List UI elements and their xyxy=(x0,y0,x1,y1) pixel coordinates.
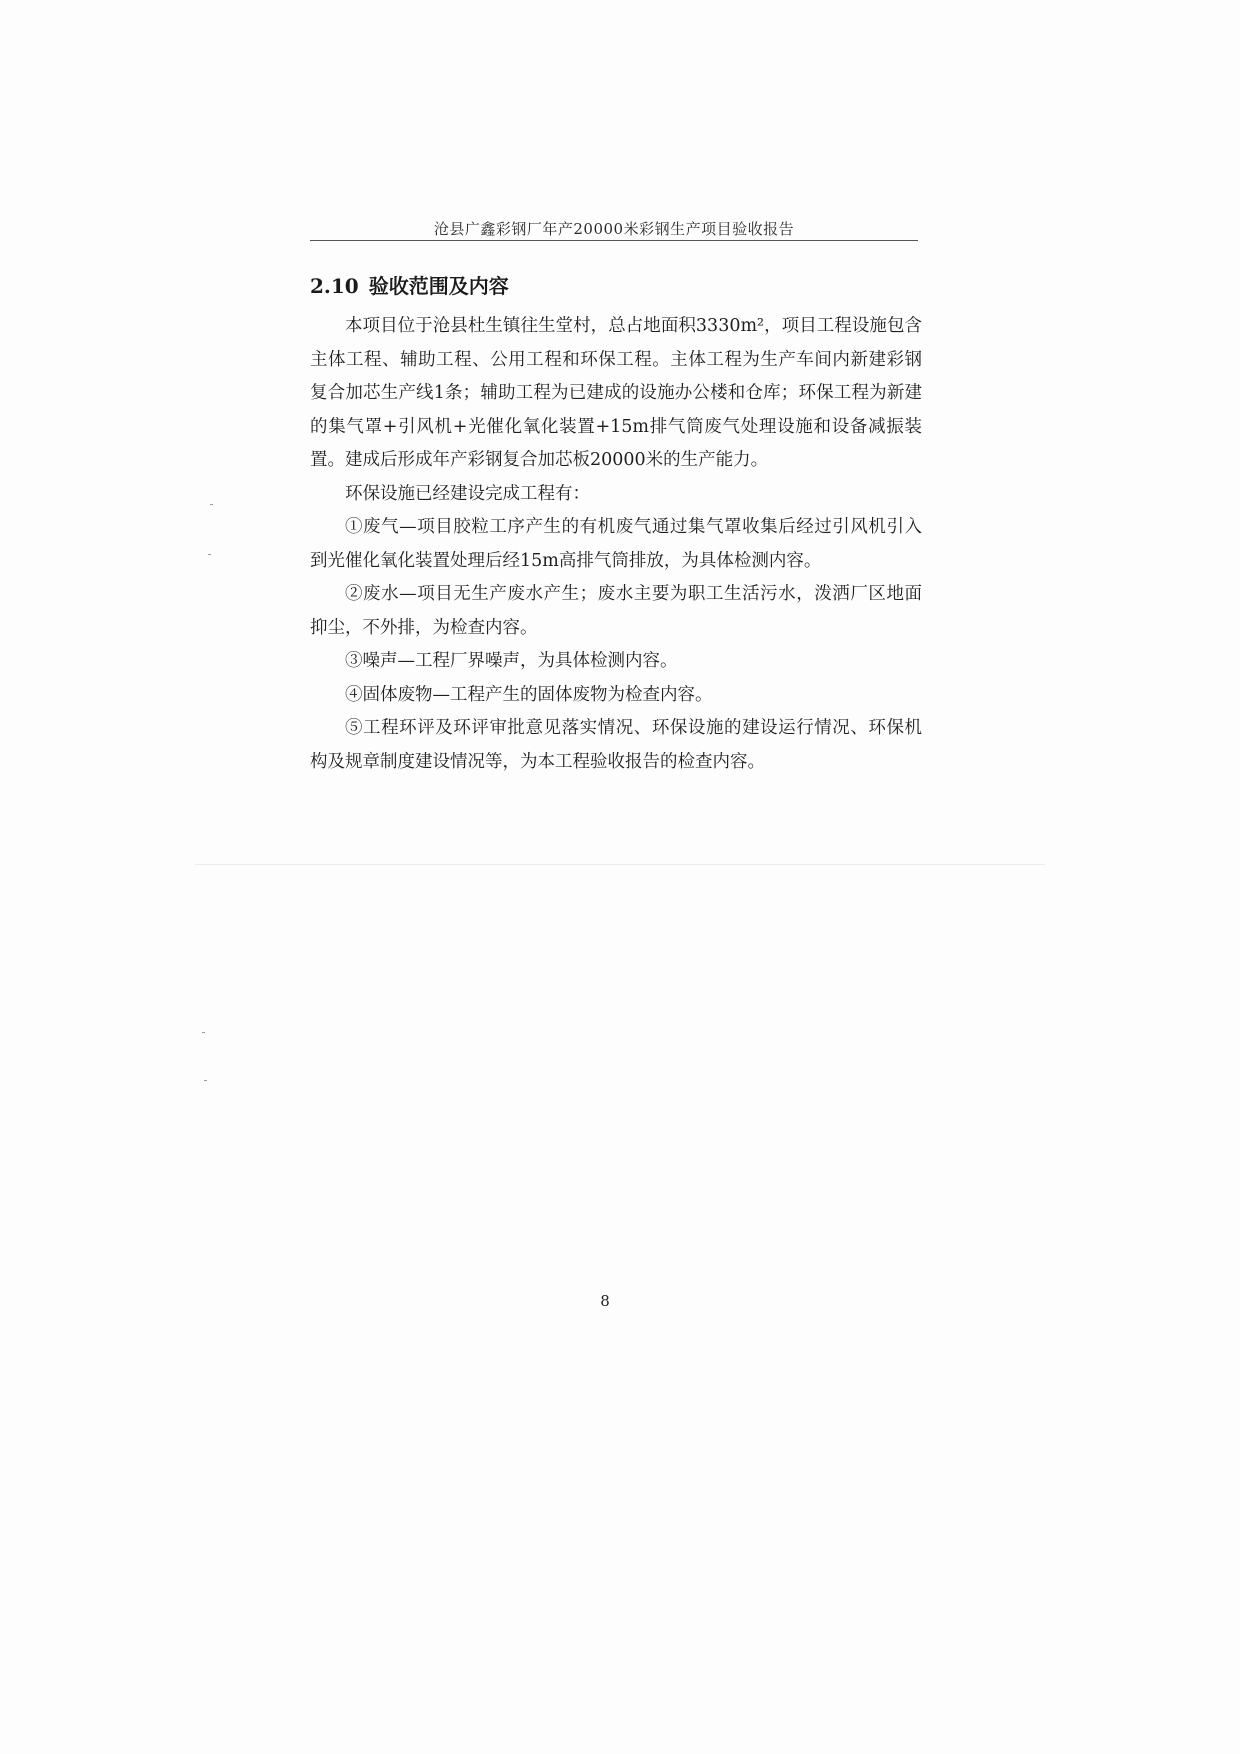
scan-speck xyxy=(208,554,211,555)
section-number: 2.10 xyxy=(310,274,359,298)
paragraph-exhaust-gas: ①废气—项目胶粒工序产生的有机废气通过集气罩收集后经过引风机引入到光催化氧化装置处理后经15m高排气筒排放，为具体检测内容。 xyxy=(310,517,922,571)
scan-speck xyxy=(204,1080,207,1081)
paragraph-project-overview: 本项目位于沧县杜生镇往生堂村，总占地面积3330m²，项目工程设施包含主体工程、辅助工程、公用工程和环保工程。主体工程为生产车间内新建彩钢复合加芯生产线1条；辅助工程为已建成的设施办公楼和仓库；环保工程为新建的集气罩+引风机+光催化氧化装置+15m排气筒废气处理设施和设备减振装置。建成后形成年产彩钢复合加芯板20000米的生产能力。 xyxy=(310,316,922,470)
paragraph-noise: ③噪声—工程厂界噪声，为具体检测内容。 xyxy=(345,651,678,671)
scan-speck xyxy=(210,504,213,505)
section-title: 验收范围及内容 xyxy=(368,274,509,298)
paragraph-solid-waste: ④固体废物—工程产生的固体废物为检查内容。 xyxy=(345,684,713,705)
paragraph-wastewater: ②废水—项目无生产废水产生；废水主要为职工生活污水，泼洒厂区地面抑尘，不外排，为检查内容。 xyxy=(310,584,922,638)
header-rule xyxy=(310,240,918,241)
page-number: 8 xyxy=(600,1292,610,1310)
paragraph-eia-inspection: ⑤工程环评及环评审批意见落实情况、环保设施的建设运行情况、环保机构及规章制度建设情况等，为本工程验收报告的检查内容。 xyxy=(310,718,922,772)
section-heading xyxy=(310,270,509,299)
paragraph-completed-works-intro: 环保设施已经建设完成工程有： xyxy=(345,483,590,504)
scan-artifact-line xyxy=(195,864,1045,865)
running-header: 沧县广鑫彩钢厂年产20000米彩钢生产项目验收报告 xyxy=(433,220,795,238)
scan-speck xyxy=(202,1032,205,1033)
section-body xyxy=(310,310,922,779)
